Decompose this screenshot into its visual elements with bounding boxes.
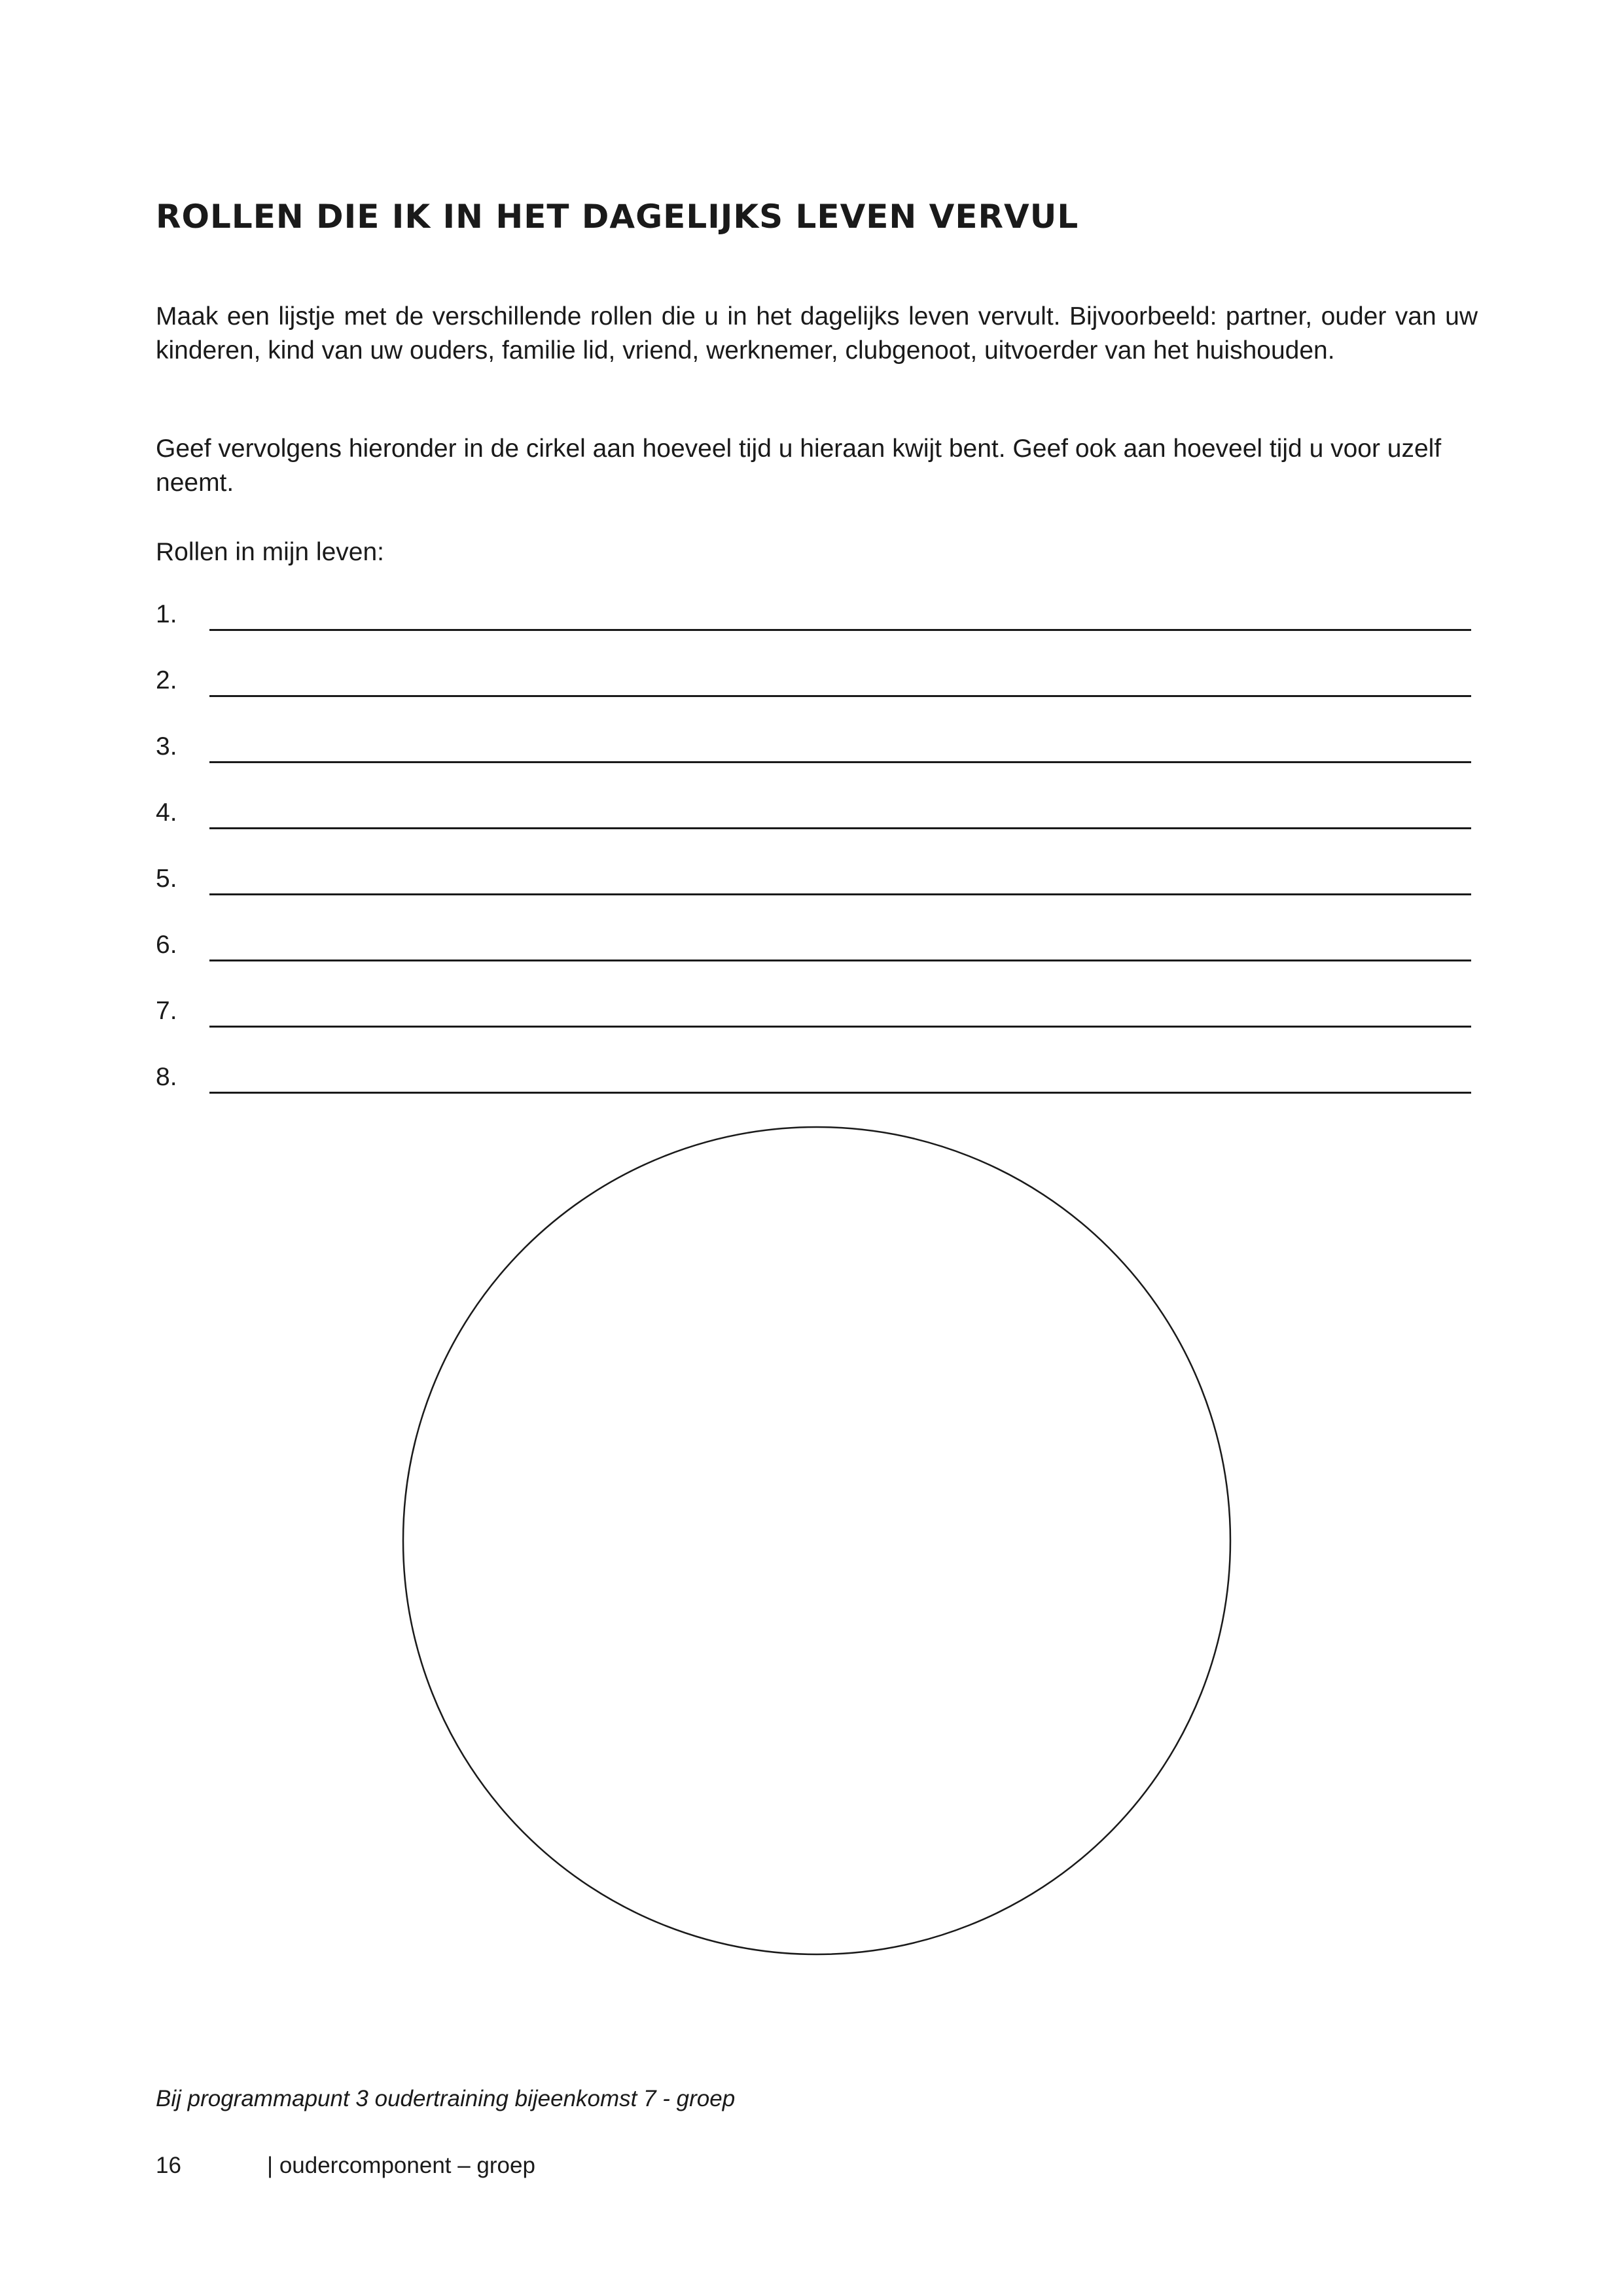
role-input-5[interactable] <box>209 859 1471 895</box>
role-number: 6. <box>156 931 177 959</box>
page-title: ROLLEN DIE IK IN HET DAGELIJKS LEVEN VERVUL <box>156 198 1079 236</box>
role-line <box>156 726 1478 793</box>
page-number: 16 <box>156 2153 181 2178</box>
role-line <box>156 793 1478 859</box>
page-footer <box>156 2151 535 2181</box>
role-line <box>156 991 1478 1057</box>
role-number: 4. <box>156 798 177 827</box>
role-number: 5. <box>156 865 177 893</box>
footer-note: Bij programmapunt 3 oudertraining bijeenkomst 7 - groep <box>156 2086 736 2111</box>
role-input-8[interactable] <box>209 1057 1471 1094</box>
role-line <box>156 660 1478 726</box>
role-input-3[interactable] <box>209 726 1471 763</box>
roles-heading: Rollen in mijn leven: <box>156 538 385 566</box>
role-line <box>156 594 1478 660</box>
intro-paragraph: Maak een lijstje met de verschillende rollen die u in het dagelijks leven vervult. Bijvoorbeeld: partner, ouder van uw kinderen, kind van uw ouders, familie lid, vriend, werknemer, clubgenoot, uitvoerder van het huishouden. <box>156 302 1478 365</box>
role-line <box>156 925 1478 991</box>
role-number: 8. <box>156 1063 177 1091</box>
role-number: 2. <box>156 666 177 694</box>
role-input-4[interactable] <box>209 793 1471 829</box>
role-input-6[interactable] <box>209 925 1471 961</box>
role-number: 1. <box>156 600 177 628</box>
roles-list <box>156 594 1478 1123</box>
footer-section: | oudercomponent – groep <box>267 2153 535 2178</box>
role-input-1[interactable] <box>209 594 1471 631</box>
role-number: 3. <box>156 732 177 761</box>
role-input-2[interactable] <box>209 660 1471 697</box>
instruction-paragraph: Geef vervolgens hieronder in de cirkel aan hoeveel tijd u hieraan kwijt bent. Geef ook aan hoeveel tijd u voor uzelf neemt. <box>156 435 1442 497</box>
role-line <box>156 1057 1478 1123</box>
role-input-7[interactable] <box>209 991 1471 1028</box>
time-circle[interactable] <box>402 1126 1232 1956</box>
time-circle-outline[interactable] <box>403 1127 1230 1954</box>
role-line <box>156 859 1478 925</box>
role-number: 7. <box>156 997 177 1025</box>
